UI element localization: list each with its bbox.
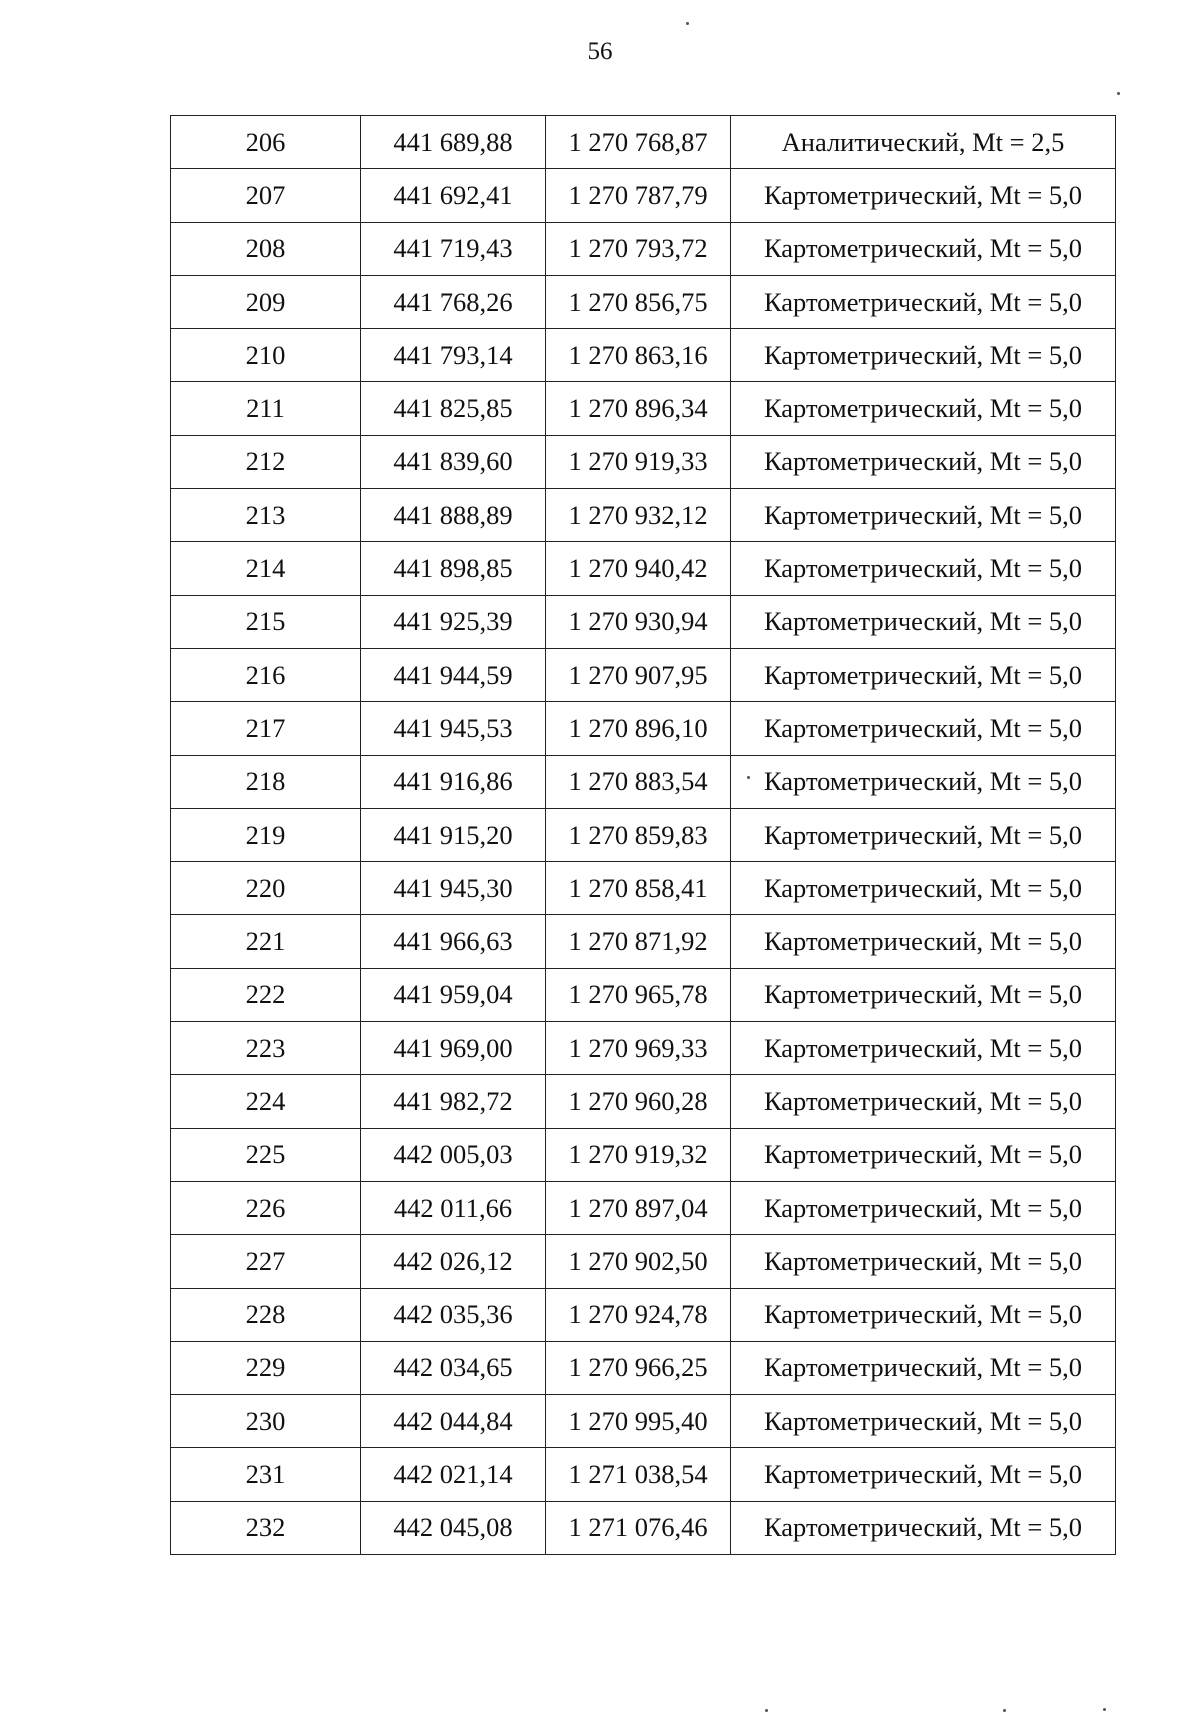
y-coordinate-cell: 1 270 902,50: [546, 1235, 731, 1288]
x-coordinate-cell: 441 925,39: [361, 595, 546, 648]
y-coordinate-cell: 1 270 858,41: [546, 862, 731, 915]
scan-speck: [747, 776, 750, 779]
method-cell: Картометрический, Mt = 5,0: [731, 862, 1116, 915]
y-coordinate-cell: 1 270 883,54: [546, 755, 731, 808]
method-cell: Картометрический, Mt = 5,0: [731, 648, 1116, 701]
point-number-cell: 212: [171, 435, 361, 488]
point-number-cell: 222: [171, 968, 361, 1021]
x-coordinate-cell: 441 969,00: [361, 1022, 546, 1075]
point-number-cell: 207: [171, 169, 361, 222]
y-coordinate-cell: 1 270 919,33: [546, 435, 731, 488]
method-cell: Картометрический, Mt = 5,0: [731, 329, 1116, 382]
point-number-cell: 232: [171, 1501, 361, 1554]
x-coordinate-cell: 441 916,86: [361, 755, 546, 808]
x-coordinate-cell: 441 945,30: [361, 862, 546, 915]
point-number-cell: 220: [171, 862, 361, 915]
table-row: [171, 1395, 1116, 1448]
point-number-cell: 217: [171, 702, 361, 755]
y-coordinate-cell: 1 270 896,10: [546, 702, 731, 755]
point-number-cell: 214: [171, 542, 361, 595]
point-number-cell: 206: [171, 116, 361, 169]
method-cell: Аналитический, Mt = 2,5: [731, 116, 1116, 169]
x-coordinate-cell: 441 689,88: [361, 116, 546, 169]
y-coordinate-cell: 1 270 995,40: [546, 1395, 731, 1448]
point-number-cell: 225: [171, 1128, 361, 1181]
x-coordinate-cell: 441 839,60: [361, 435, 546, 488]
y-coordinate-cell: 1 270 969,33: [546, 1022, 731, 1075]
x-coordinate-cell: 442 044,84: [361, 1395, 546, 1448]
table-row: [171, 648, 1116, 701]
table-row: [171, 1181, 1116, 1234]
y-coordinate-cell: 1 271 076,46: [546, 1501, 731, 1554]
point-number-cell: 229: [171, 1341, 361, 1394]
y-coordinate-cell: 1 270 919,32: [546, 1128, 731, 1181]
y-coordinate-cell: 1 270 768,87: [546, 116, 731, 169]
table-row: [171, 435, 1116, 488]
y-coordinate-cell: 1 270 897,04: [546, 1181, 731, 1234]
y-coordinate-cell: 1 270 863,16: [546, 329, 731, 382]
table-row: [171, 595, 1116, 648]
y-coordinate-cell: 1 270 960,28: [546, 1075, 731, 1128]
method-cell: Картометрический, Mt = 5,0: [731, 1288, 1116, 1341]
x-coordinate-cell: 441 945,53: [361, 702, 546, 755]
method-cell: Картометрический, Mt = 5,0: [731, 382, 1116, 435]
x-coordinate-cell: 442 021,14: [361, 1448, 546, 1501]
point-number-cell: 210: [171, 329, 361, 382]
x-coordinate-cell: 441 825,85: [361, 382, 546, 435]
coordinates-table-body: [171, 116, 1116, 1555]
x-coordinate-cell: 442 045,08: [361, 1501, 546, 1554]
method-cell: Картометрический, Mt = 5,0: [731, 222, 1116, 275]
table-row: [171, 1075, 1116, 1128]
scan-speck: [765, 1709, 768, 1712]
x-coordinate-cell: 442 005,03: [361, 1128, 546, 1181]
point-number-cell: 231: [171, 1448, 361, 1501]
x-coordinate-cell: 441 888,89: [361, 489, 546, 542]
y-coordinate-cell: 1 270 940,42: [546, 542, 731, 595]
y-coordinate-cell: 1 270 932,12: [546, 489, 731, 542]
table-row: [171, 489, 1116, 542]
method-cell: Картометрический, Mt = 5,0: [731, 435, 1116, 488]
method-cell: Картометрический, Mt = 5,0: [731, 595, 1116, 648]
table-row: [171, 1235, 1116, 1288]
point-number-cell: 227: [171, 1235, 361, 1288]
table-row: [171, 1501, 1116, 1554]
method-cell: Картометрический, Mt = 5,0: [731, 1395, 1116, 1448]
method-cell: Картометрический, Mt = 5,0: [731, 1075, 1116, 1128]
y-coordinate-cell: 1 270 793,72: [546, 222, 731, 275]
table-row: [171, 542, 1116, 595]
method-cell: Картометрический, Mt = 5,0: [731, 542, 1116, 595]
table-row: [171, 915, 1116, 968]
method-cell: Картометрический, Mt = 5,0: [731, 755, 1116, 808]
x-coordinate-cell: 442 035,36: [361, 1288, 546, 1341]
y-coordinate-cell: 1 270 871,92: [546, 915, 731, 968]
y-coordinate-cell: 1 270 965,78: [546, 968, 731, 1021]
y-coordinate-cell: 1 270 966,25: [546, 1341, 731, 1394]
method-cell: Картометрический, Mt = 5,0: [731, 489, 1116, 542]
point-number-cell: 219: [171, 808, 361, 861]
x-coordinate-cell: 441 768,26: [361, 275, 546, 328]
method-cell: Картометрический, Mt = 5,0: [731, 1181, 1116, 1234]
method-cell: Картометрический, Mt = 5,0: [731, 1448, 1116, 1501]
method-cell: Картометрический, Mt = 5,0: [731, 808, 1116, 861]
table-row: [171, 329, 1116, 382]
y-coordinate-cell: 1 270 856,75: [546, 275, 731, 328]
point-number-cell: 224: [171, 1075, 361, 1128]
x-coordinate-cell: 442 034,65: [361, 1341, 546, 1394]
point-number-cell: 208: [171, 222, 361, 275]
method-cell: Картометрический, Mt = 5,0: [731, 1341, 1116, 1394]
point-number-cell: 218: [171, 755, 361, 808]
table-row: [171, 862, 1116, 915]
scan-speck: [686, 22, 689, 25]
x-coordinate-cell: 441 944,59: [361, 648, 546, 701]
x-coordinate-cell: 441 959,04: [361, 968, 546, 1021]
table-row: [171, 968, 1116, 1021]
point-number-cell: 221: [171, 915, 361, 968]
method-cell: Картометрический, Mt = 5,0: [731, 1128, 1116, 1181]
table-row: [171, 808, 1116, 861]
point-number-cell: 228: [171, 1288, 361, 1341]
point-number-cell: 226: [171, 1181, 361, 1234]
page-number: 56: [587, 38, 613, 65]
method-cell: Картометрический, Mt = 5,0: [731, 275, 1116, 328]
method-cell: Картометрический, Mt = 5,0: [731, 968, 1116, 1021]
scan-speck: [1117, 92, 1120, 95]
x-coordinate-cell: 441 966,63: [361, 915, 546, 968]
point-number-cell: 213: [171, 489, 361, 542]
point-number-cell: 216: [171, 648, 361, 701]
method-cell: Картометрический, Mt = 5,0: [731, 915, 1116, 968]
table-row: [171, 116, 1116, 169]
x-coordinate-cell: 441 915,20: [361, 808, 546, 861]
y-coordinate-cell: 1 270 907,95: [546, 648, 731, 701]
table-row: [171, 1341, 1116, 1394]
table-row: [171, 1448, 1116, 1501]
x-coordinate-cell: 442 011,66: [361, 1181, 546, 1234]
method-cell: Картометрический, Mt = 5,0: [731, 169, 1116, 222]
y-coordinate-cell: 1 270 930,94: [546, 595, 731, 648]
point-number-cell: 211: [171, 382, 361, 435]
coordinates-table: [170, 115, 1116, 1555]
y-coordinate-cell: 1 270 924,78: [546, 1288, 731, 1341]
y-coordinate-cell: 1 271 038,54: [546, 1448, 731, 1501]
x-coordinate-cell: 441 982,72: [361, 1075, 546, 1128]
x-coordinate-cell: 441 898,85: [361, 542, 546, 595]
point-number-cell: 230: [171, 1395, 361, 1448]
scan-speck: [1103, 1708, 1106, 1711]
point-number-cell: 209: [171, 275, 361, 328]
method-cell: Картометрический, Mt = 5,0: [731, 1235, 1116, 1288]
table-row: [171, 755, 1116, 808]
y-coordinate-cell: 1 270 896,34: [546, 382, 731, 435]
table-row: [171, 169, 1116, 222]
point-number-cell: 215: [171, 595, 361, 648]
method-cell: Картометрический, Mt = 5,0: [731, 1022, 1116, 1075]
x-coordinate-cell: 441 692,41: [361, 169, 546, 222]
x-coordinate-cell: 441 793,14: [361, 329, 546, 382]
table-row: [171, 1128, 1116, 1181]
table-row: [171, 222, 1116, 275]
table-row: [171, 1288, 1116, 1341]
x-coordinate-cell: 441 719,43: [361, 222, 546, 275]
table-row: [171, 275, 1116, 328]
x-coordinate-cell: 442 026,12: [361, 1235, 546, 1288]
scan-speck: [1003, 1709, 1006, 1712]
y-coordinate-cell: 1 270 859,83: [546, 808, 731, 861]
method-cell: Картометрический, Mt = 5,0: [731, 702, 1116, 755]
point-number-cell: 223: [171, 1022, 361, 1075]
table-row: [171, 1022, 1116, 1075]
y-coordinate-cell: 1 270 787,79: [546, 169, 731, 222]
method-cell: Картометрический, Mt = 5,0: [731, 1501, 1116, 1554]
table-row: [171, 702, 1116, 755]
table-row: [171, 382, 1116, 435]
